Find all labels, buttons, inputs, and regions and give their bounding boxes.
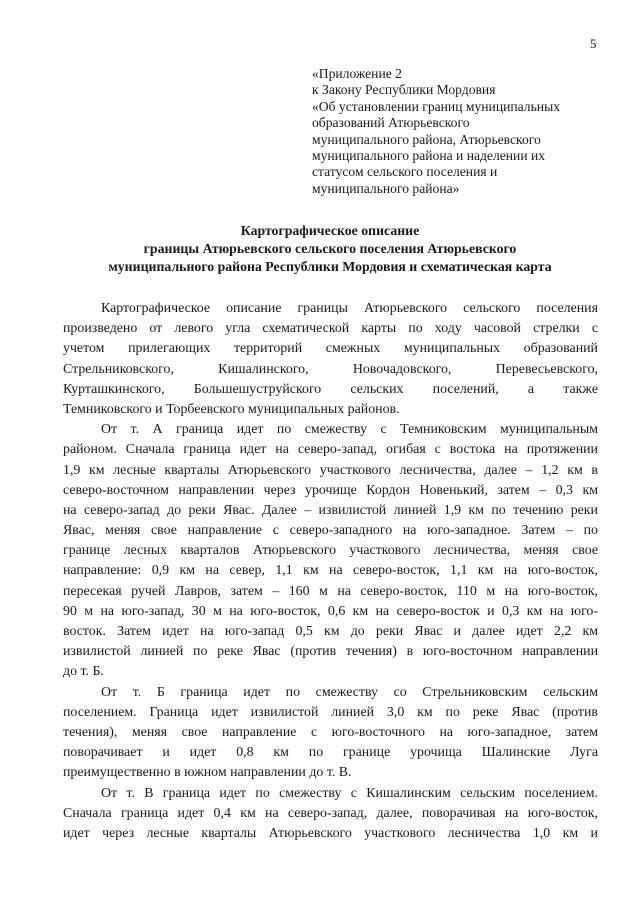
paragraph: [63, 683, 598, 784]
appendix-line: образований Атюрьевского: [312, 115, 470, 131]
paragraph: [63, 299, 598, 420]
text-line: восток. Затем идет на юго-запад 0,5 км до реки Явас и далее идет 2,2 км: [63, 624, 598, 639]
text-line: пересекая ручей Лавров, затем – 160 м на северо-восток, 110 м на юго-восток,: [63, 583, 598, 599]
paragraph: [63, 784, 598, 845]
document-title: [40, 222, 620, 276]
text-line: Стрельниковского, Кишалинского, Новочадовского, Перевесьевского,: [63, 361, 598, 377]
text-line: Курташкинского, Большешуструйского сельских поселений, а также: [63, 381, 598, 397]
appendix-line: муниципального района, Атюрьевского: [312, 131, 541, 147]
appendix-line: статусом сельского поселения и: [312, 164, 498, 180]
text-line: районом. Сначала граница идет на северо-запад, огибая с востока на протяжении: [63, 442, 598, 458]
text-line: поселением. Граница идет извилистой линией 3,0 км по реке Явас (против: [63, 704, 598, 720]
text-line: течения), меняя свое направление с юго-восточного на юго-западное, затем: [63, 724, 598, 740]
text-line: границе лесных кварталов Атюрьевского участкового лесничества, меняя свое: [63, 543, 598, 559]
appendix-line: к Закону Республики Мордовия: [312, 82, 496, 98]
text-line: поворачивает и идет 0,8 км по границе урочища Шалинские Луга: [63, 745, 598, 761]
text-line: Сначала граница идет 0,4 км на северо-запад, далее, поворачивая на юго-восток,: [63, 805, 598, 821]
text-line: 1,9 км лесные кварталы Атюрьевского участкового лесничества, далее – 1,2 км в: [63, 462, 598, 478]
text-line: От т. В граница идет по смежеству с Кишалинским сельским поселением.: [101, 785, 598, 801]
paragraph: [63, 420, 598, 682]
appendix-line: «Об установлении границ муниципальных: [312, 98, 560, 114]
appendix-line: «Приложение 2: [312, 66, 402, 81]
document-body: [63, 299, 598, 844]
title-line: Картографическое описание: [240, 223, 420, 238]
text-line: Темниковского и Торбеевского муниципальных районов.: [63, 401, 400, 417]
text-line: северо-восточном направлении через урочище Кордон Новенький, затем – 0,3 км: [63, 482, 598, 498]
title-line: муниципального района Республики Мордовия и схематическая карта: [108, 259, 552, 274]
appendix-line: муниципального района и наделении их: [312, 148, 546, 164]
text-line: Картографическое описание границы Атюрьевского сельского поселения: [101, 301, 598, 316]
text-line: направление: 0,9 км на север, 1,1 км на северо-восток, 1,1 км на юго-восток,: [63, 563, 598, 579]
text-line: на северо-запад до реки Явас. Далее – извилистой линией 1,9 км по течению реки: [63, 502, 598, 518]
text-line: От т. Б граница идет по смежеству со Стрельниковским сельским: [101, 684, 598, 700]
text-line: произведено от левого угла схематической карты по ходу часовой стрелки с: [63, 321, 598, 337]
page-number: 5: [590, 36, 597, 51]
appendix-line: муниципального района»: [312, 180, 460, 196]
text-line: учетом прилегающих территорий смежных муниципальных образований: [63, 341, 598, 357]
text-line: От т. А граница идет по смежеству с Темниковским муниципальным: [101, 422, 598, 438]
text-line: преимущественно в южном направлении до т. В.: [63, 765, 352, 781]
title-line: границы Атюрьевского сельского поселения Атюрьевского: [143, 241, 517, 256]
text-line: Явас, меняя свое направление с северо-западного на юго-западное. Затем – по: [63, 523, 598, 539]
text-line: идет через лесные кварталы Атюрьевского участкового лесничества 1,0 км и: [63, 825, 598, 841]
text-line: до т. Б.: [63, 664, 104, 680]
text-line: 90 м на юго-запад, 30 м на юго-восток, 0,6 км на северо-восток и 0,3 км на юго-: [63, 603, 598, 619]
text-line: извилистой линией по реке Явас (против течения) в юго-восточном направлении: [63, 644, 598, 660]
appendix-header: [312, 66, 612, 197]
